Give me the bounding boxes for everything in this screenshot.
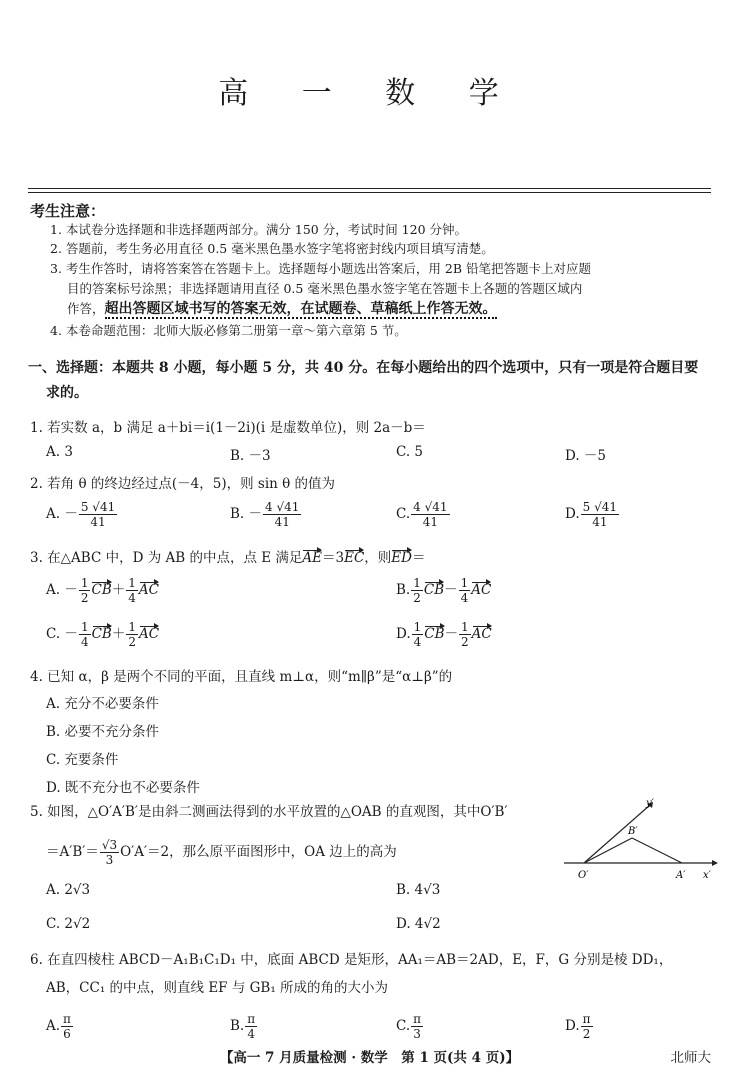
- q2-option-b: B. － $\frac{4 √41}{41}$: [230, 500, 300, 529]
- y-axis: [584, 805, 650, 863]
- publisher-label: 北师大: [670, 1050, 711, 1066]
- section-heading: 一、选择题：本题共 8 小题，每小题 5 分，共 40 分。在每小题给出的四个选项中，只有一项是符合题目要: [28, 360, 699, 376]
- q2-option-c: C. $\frac{4 √41}{41}$: [396, 500, 448, 529]
- notice-item: 2. 答题前，考生务必用直径 0.5 毫米黑色墨水签字笔将密封线内项目填写清楚。: [50, 241, 494, 256]
- q5-option-c: C. 2√2: [46, 916, 91, 932]
- fraction: $\frac{4 √41}{41}$: [265, 500, 300, 529]
- label-y: y′: [646, 798, 654, 809]
- q6-option-b: B. $\frac{\pi}{4}$: [230, 1012, 256, 1041]
- question-2: 2. 若角 θ 的终边经过点(－4，5)，则 sin θ 的值为: [30, 476, 336, 492]
- label-a: A′: [676, 870, 686, 881]
- notice-item: 1. 本试卷分选择题和非选择题两部分。满分 150 分，考试时间 120 分钟。: [50, 222, 468, 237]
- q6-option-c: C. $\frac{\pi}{3}$: [396, 1012, 422, 1041]
- question-4: 4. 已知 α，β 是两个不同的平面，且直线 m⊥α，则“m∥β”是“α⊥β”的: [30, 669, 453, 685]
- q3-option-d: D. $\frac{1}{4}$ CB－ $\frac{1}{2}$ AC: [396, 620, 492, 649]
- question-1: 1. 若实数 a，b 满足 a＋bi＝i(1－2i)(i 是虚数单位)，则 2a－b＝: [30, 420, 426, 436]
- q2-option-d: D. $\frac{5 √41}{41}$: [565, 500, 618, 529]
- q4-option-b: B. 必要不充分条件: [46, 724, 160, 740]
- q4-option-a: A. 充分不必要条件: [46, 696, 159, 712]
- question-3: 3. 在△ABC 中，D 为 AB 的中点，点 E 满足AE＝3EC，则ED＝: [30, 550, 426, 566]
- vector: ED: [391, 550, 412, 566]
- question-5: 5. 如图，△O′A′B′是由斜二测画法得到的水平放置的△OAB 的直观图，其中O′B′: [30, 804, 508, 820]
- q6-option-a: A. $\frac{\pi}{6}$: [46, 1012, 71, 1041]
- label-o: O′: [578, 870, 589, 881]
- q6-option-d: D. $\frac{\pi}{2}$: [565, 1012, 591, 1041]
- q4-option-d: D. 既不充分也不必要条件: [46, 780, 200, 796]
- segment-ba: [632, 838, 682, 863]
- vector: AE: [302, 550, 323, 566]
- q5-option-a: A. 2√3: [46, 882, 91, 898]
- fraction: $\frac{√3}{3}$: [101, 838, 118, 867]
- question-6-cont: AB，CC₁ 的中点，则直线 EF 与 GB₁ 所成的角的大小为: [46, 980, 389, 996]
- q3-option-a: A. － $\frac{1}{2}$ CB＋ $\frac{1}{4}$ AC: [46, 576, 159, 605]
- q1-option-b: B. －3: [230, 448, 271, 464]
- q1-option-c: C. 5: [396, 444, 424, 460]
- question-5-cont: ＝A′B′＝ $\frac{√3}{3}$ O′A′＝2，那么原平面图形中，OA 边上的高为: [46, 838, 397, 867]
- q4-option-c: C. 充要条件: [46, 752, 119, 768]
- notice-text: 作答，: [67, 301, 105, 316]
- notice-item: 4. 本卷命题范围：北师大版必修第二册第一章～第六章第 5 节。: [50, 323, 407, 338]
- q3-option-c: C. － $\frac{1}{4}$ CB＋ $\frac{1}{2}$ AC: [46, 620, 160, 649]
- q5-option-d: D. 4√2: [396, 916, 441, 932]
- page-footer: 【高一 7 月质量检测 · 数学 第 1 页(共 4 页)】: [219, 1050, 520, 1066]
- q5-figure: [560, 796, 720, 886]
- page-title: 高 一 数 学: [218, 76, 521, 111]
- q1-option-a: A. 3: [46, 444, 73, 460]
- fraction: $\frac{5 √41}{41}$: [80, 500, 116, 529]
- notice-item: [67, 299, 497, 319]
- q5-option-b: B. 4√3: [396, 882, 441, 898]
- vector: EC: [344, 550, 365, 566]
- label-b: B′: [628, 826, 638, 837]
- fraction: $\frac{5 √41}{41}$: [582, 500, 618, 529]
- divider: [28, 192, 711, 193]
- q3-option-b: B. $\frac{1}{2}$ CB－ $\frac{1}{4}$ AC: [396, 576, 492, 605]
- question-6: 6. 在直四棱柱 ABCD－A₁B₁C₁D₁ 中，底面 ABCD 是矩形，AA₁＝AB＝2AD，E，F，G 分别是棱 DD₁，: [30, 952, 673, 968]
- notice-item: 3. 考生作答时，请将答案答在答题卡上。选择题每小题选出答案后，用 2B 铅笔把答题卡上对应题: [50, 261, 591, 276]
- notice-heading: 考生注意：: [30, 202, 106, 220]
- label-x: x′: [703, 870, 711, 881]
- notice-item: 目的答案标号涂黑；非选择题请用直径 0.5 毫米黑色墨水签字笔在答题卡上各题的答题区域内: [67, 281, 583, 296]
- q2-option-a: A. － $\frac{5 √41}{41}$: [46, 500, 116, 529]
- notice-emphasis: 超出答题区域书写的答案无效，在试题卷、草稿纸上作答无效。: [104, 301, 497, 317]
- section-heading-cont: 求的。: [46, 385, 88, 401]
- x-axis-arrow: [712, 860, 718, 866]
- divider: [28, 188, 711, 189]
- fraction: $\frac{4 √41}{41}$: [413, 500, 448, 529]
- q1-option-d: D. －5: [565, 448, 607, 464]
